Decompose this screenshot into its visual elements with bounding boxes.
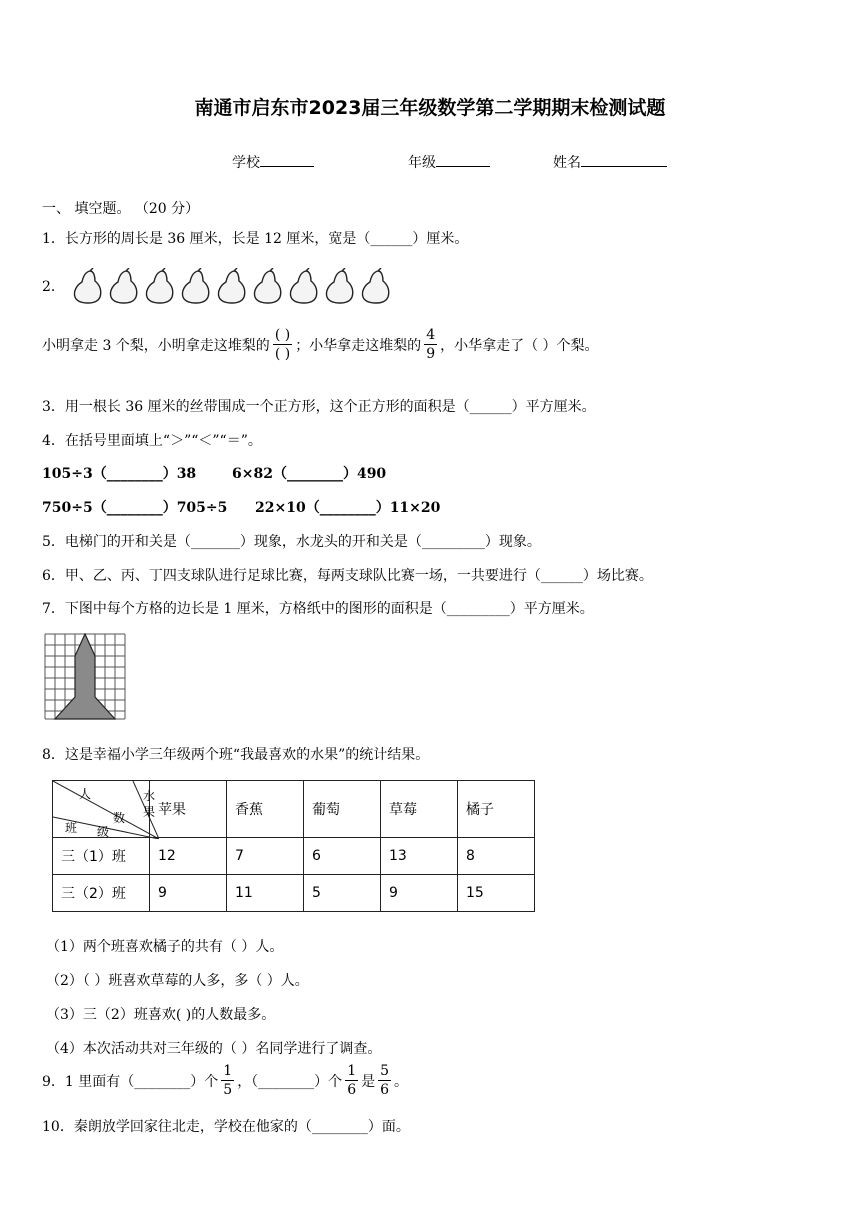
corner-shui: 水 (143, 789, 156, 803)
grid-figure (44, 633, 128, 721)
table-cell: 11 (227, 875, 304, 912)
fraction-numerator: 1 (223, 1063, 233, 1079)
pear-icon (181, 268, 211, 304)
table-header: 苹果 (150, 781, 227, 838)
pear-icon (325, 268, 355, 304)
school-field (232, 152, 314, 172)
question-2-number: 2． (42, 279, 65, 295)
table-cell: 12 (150, 838, 227, 875)
fraction-numerator: 4 (426, 327, 436, 343)
table-cell: 8 (458, 838, 535, 875)
fraction-denominator: 5 (223, 1082, 233, 1098)
pear-icon (145, 268, 175, 304)
table-cell: 9 (381, 875, 458, 912)
table-cell: 7 (227, 838, 304, 875)
fraction-denominator: 9 (426, 346, 436, 362)
table-corner-cell (53, 781, 156, 839)
table-cell: 15 (458, 875, 535, 912)
corner-ban: 班 (65, 821, 78, 835)
q9-text-c: 是 (361, 1073, 376, 1090)
q8-sub-2: （2）（ ）班喜欢草莓的人多，多（ ）人。 (46, 973, 309, 989)
q9-text-b: ，（________）个 (237, 1073, 343, 1090)
page-title: 南通市启东市2023届三年级数学第二学期期末检测试题 (194, 97, 666, 119)
question-6: 6．甲、乙、丙、丁四支球队进行足球比赛，每两支球队比赛一场，一共要进行（______）场比赛。 (42, 568, 653, 584)
fraction-numerator: 5 (380, 1063, 390, 1079)
school-blank[interactable] (260, 152, 314, 167)
name-label: 姓名 (553, 155, 581, 171)
q2-text-a: 小明拿走 3 个梨，小明拿走这堆梨的 (42, 337, 270, 354)
pear-icon (217, 268, 247, 304)
pear-icon (361, 268, 391, 304)
question-7: 7．下图中每个方格的边长是 1 厘米，方格纸中的图形的面积是（_________）平方厘米。 (42, 601, 594, 617)
pear-icon (253, 268, 283, 304)
question-8: 8．这是幸福小学三年级两个班“我最喜欢的水果”的统计结果。 (42, 747, 430, 763)
table-row (53, 838, 535, 875)
table-header: 香蕉 (227, 781, 304, 838)
table-header: 橘子 (458, 781, 535, 838)
question-1: 1．长方形的周长是 36 厘米，长是 12 厘米，宽是（______）厘米。 (42, 231, 469, 247)
question-2 (42, 328, 599, 361)
name-blank[interactable] (581, 152, 667, 167)
row-label: 三（2）班 (53, 875, 150, 912)
question-9 (42, 1064, 408, 1097)
fruit-table (52, 780, 535, 912)
corner-guo: 果 (143, 805, 156, 819)
grade-blank[interactable] (436, 152, 490, 167)
table-row (53, 875, 535, 912)
fraction-5-6 (378, 1064, 391, 1097)
corner-ji: 级 (97, 825, 110, 839)
table-cell: 6 (304, 838, 381, 875)
q4-item-3: 750÷5（________）705÷5 (42, 500, 228, 516)
question-5: 5．电梯门的开和关是（_______）现象，水龙头的开和关是（_________）现象。 (42, 534, 541, 550)
fraction-1-5 (221, 1064, 234, 1097)
table-header: 草莓 (381, 781, 458, 838)
question-2-figure (42, 268, 397, 304)
corner-ren: 人 (79, 787, 92, 801)
grade-field (408, 152, 490, 172)
q2-text-b: ；小华拿走这堆梨的 (295, 337, 422, 354)
q8-sub-3: （3）三（2）班喜欢( )的人数最多。 (46, 1007, 276, 1023)
question-4: 4．在括号里面填上“＞”“＜”“＝”。 (42, 433, 262, 449)
pear-icon (289, 268, 319, 304)
fraction-numerator: 1 (347, 1063, 357, 1079)
school-label: 学校 (232, 155, 260, 171)
pear-row (73, 268, 397, 304)
table-cell: 5 (304, 875, 381, 912)
q9-text-a: 9．1 里面有（________）个 (42, 1073, 219, 1090)
fraction-1-6 (345, 1064, 358, 1097)
name-field (553, 152, 667, 172)
q8-sub-4: （4）本次活动共对三年级的（ ）名同学进行了调查。 (46, 1041, 382, 1057)
pear-icon (109, 268, 139, 304)
table-header: 葡萄 (304, 781, 381, 838)
q4-item-1: 105÷3（________）38 (42, 466, 197, 482)
q4-item-2: 6×82（________）490 (232, 466, 387, 482)
q9-text-d: 。 (394, 1073, 409, 1090)
row-label: 三（1）班 (53, 838, 150, 875)
blank-fraction[interactable] (273, 328, 292, 361)
fraction-denominator: 6 (380, 1082, 390, 1098)
pear-icon (73, 268, 103, 304)
corner-shu: 数 (113, 811, 126, 825)
section-heading: 一、 填空题。 （20 分） (42, 201, 200, 217)
blank-numerator[interactable]: ( ) (274, 327, 291, 343)
fraction-4-9 (424, 328, 437, 361)
fraction-denominator: 6 (347, 1082, 357, 1098)
q8-sub-1: （1）两个班喜欢橘子的共有（ ）人。 (46, 939, 284, 955)
question-10: 10．秦朗放学回家往北走，学校在他家的（________）面。 (42, 1119, 410, 1135)
table-cell: 9 (150, 875, 227, 912)
q2-text-c: ，小华拿走了（ ）个梨。 (440, 337, 599, 354)
grade-label: 年级 (408, 155, 436, 171)
question-3: 3．用一根长 36 厘米的丝带围成一个正方形，这个正方形的面积是（______）平方厘米。 (42, 399, 596, 415)
table-cell: 13 (381, 838, 458, 875)
blank-denominator[interactable]: ( ) (274, 346, 291, 362)
q4-item-4: 22×10（________）11×20 (255, 500, 441, 516)
shaded-arrow-shape (55, 634, 115, 719)
